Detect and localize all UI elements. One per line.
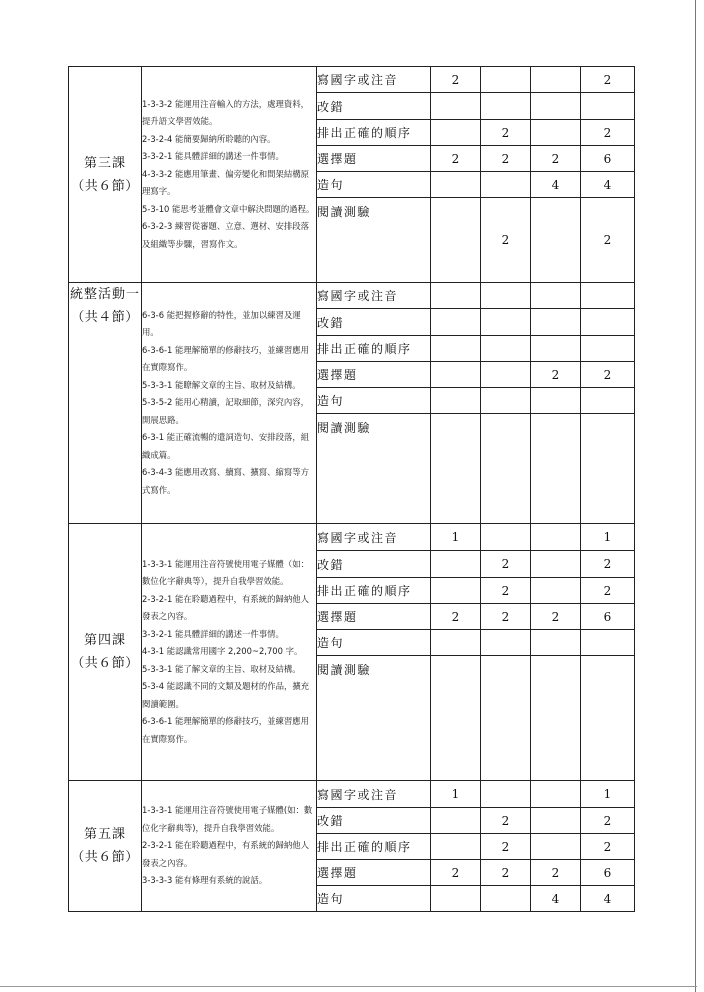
question-type: 排出正確的順序 (317, 834, 431, 860)
question-type: 造句 (317, 630, 431, 656)
objective-item: 3-3-2-1 能具體詳細的講述一件事情。 (142, 628, 284, 639)
lesson-cell (69, 524, 142, 781)
question-type: 選擇題 (317, 362, 431, 388)
objectives-cell (142, 781, 317, 912)
total-cell: 2 (581, 67, 635, 93)
score-cell (531, 120, 581, 146)
question-type: 改錯 (317, 93, 431, 120)
question-type: 寫國字或注音 (317, 781, 431, 808)
question-type: 寫國字或注音 (317, 67, 431, 93)
total-cell: 6 (581, 604, 635, 630)
question-type: 排出正確的順序 (317, 120, 431, 146)
score-cell (481, 67, 531, 93)
total-cell (581, 283, 635, 309)
question-type: 選擇題 (317, 604, 431, 630)
total-cell (581, 388, 635, 414)
table-row (69, 781, 635, 808)
score-cell: 1 (431, 781, 481, 808)
total-cell (581, 414, 635, 524)
score-cell: 2 (481, 578, 531, 604)
lesson-title: 統整活動一 (69, 287, 140, 302)
score-cell (431, 336, 481, 362)
question-type: 選擇題 (317, 146, 431, 172)
score-cell (431, 414, 481, 524)
score-cell (531, 630, 581, 656)
total-cell: 2 (581, 578, 635, 604)
score-cell (431, 834, 481, 860)
total-cell: 2 (581, 808, 635, 834)
objective-item: 6-3-6-1 能理解簡單的修辭技巧，並練習應用在實際寫作。 (142, 344, 310, 373)
question-type: 寫國字或注音 (317, 283, 431, 309)
question-type: 排出正確的順序 (317, 336, 431, 362)
score-cell: 2 (531, 860, 581, 886)
score-cell (531, 336, 581, 362)
score-cell: 1 (431, 524, 481, 551)
score-cell: 2 (531, 146, 581, 172)
score-cell (431, 578, 481, 604)
total-cell (581, 93, 635, 120)
score-cell (531, 414, 581, 524)
objective-item: 5-3-3-1 能了解文章的主旨、取材及結構。 (142, 663, 301, 674)
question-type: 排出正確的順序 (317, 578, 431, 604)
score-cell (481, 656, 531, 781)
total-cell: 1 (581, 524, 635, 551)
question-type: 閱讀測驗 (317, 198, 431, 283)
question-type: 閱讀測驗 (317, 656, 431, 781)
question-type: 造句 (317, 172, 431, 198)
score-cell: 2 (481, 604, 531, 630)
table-row (69, 524, 635, 551)
score-cell (431, 808, 481, 834)
total-cell: 2 (581, 834, 635, 860)
score-cell (481, 93, 531, 120)
total-cell: 4 (581, 886, 635, 912)
total-cell: 2 (581, 551, 635, 578)
score-cell: 4 (531, 172, 581, 198)
objective-item: 4-3-1 能認識常用國字 2,200~2,700 字。 (142, 646, 303, 657)
objective-item: 6-3-6-1 能理解簡單的修辭技巧，並練習應用在實際寫作。 (142, 716, 310, 744)
objective-item: 5-3-10 能思考並體會文章中解決問題的過程。 (142, 203, 315, 214)
score-cell: 2 (431, 67, 481, 93)
total-cell: 2 (581, 362, 635, 388)
lesson-count: （共４節） (71, 310, 139, 325)
total-cell: 2 (581, 120, 635, 146)
question-type: 改錯 (317, 551, 431, 578)
score-cell: 2 (481, 834, 531, 860)
score-cell (481, 524, 531, 551)
score-cell (531, 551, 581, 578)
score-cell (531, 93, 581, 120)
score-cell (431, 198, 481, 283)
score-cell (531, 578, 581, 604)
score-cell (531, 656, 581, 781)
page-edge-bottom (0, 986, 697, 987)
table-row (69, 67, 635, 93)
score-cell (481, 414, 531, 524)
score-cell (481, 309, 531, 336)
score-cell (481, 336, 531, 362)
objectives-cell (142, 283, 317, 524)
total-cell: 2 (581, 198, 635, 283)
assessment-table (68, 66, 635, 912)
score-cell (431, 362, 481, 388)
score-cell: 2 (481, 860, 531, 886)
score-cell (431, 93, 481, 120)
score-cell: 2 (481, 551, 531, 578)
score-cell (481, 283, 531, 309)
objective-item: 5-3-3-1 能瞭解文章的主旨、取材及結構。 (142, 379, 301, 390)
lesson-title: 第五課 (83, 827, 126, 842)
objective-item: 6-3-1 能正確流暢的遣詞造句、安排段落，組織成篇。 (142, 432, 310, 460)
objective-item: 6-3-2-3 練習從審題、立意、選材、安排段落及組織等步驟，習寫作文。 (142, 221, 310, 249)
objective-item: 5-3-5-2 能用心精讀，記取細節，深究內容，開展思路。 (142, 397, 310, 425)
lesson-cell (69, 781, 142, 912)
score-cell (431, 283, 481, 309)
total-cell: 1 (581, 781, 635, 808)
question-type: 選擇題 (317, 860, 431, 886)
score-cell: 2 (431, 860, 481, 886)
objective-item: 2-3-2-4 能簡要歸納所聆聽的內容。 (142, 133, 276, 144)
question-type: 改錯 (317, 808, 431, 834)
score-cell (531, 388, 581, 414)
score-cell: 2 (431, 146, 481, 172)
total-cell: 6 (581, 146, 635, 172)
score-cell (531, 198, 581, 283)
question-type: 造句 (317, 388, 431, 414)
objective-item: 4-3-3-2 能應用筆畫、偏旁變化和間架結構原理寫字。 (142, 168, 310, 197)
lesson-cell (69, 67, 142, 283)
score-cell (481, 630, 531, 656)
score-cell (531, 283, 581, 309)
score-cell: 4 (531, 886, 581, 912)
score-cell (481, 388, 531, 414)
total-cell: 6 (581, 860, 635, 886)
score-cell: 2 (481, 146, 531, 172)
score-cell (481, 781, 531, 808)
lesson-title: 第四課 (83, 633, 126, 648)
score-cell (481, 172, 531, 198)
score-cell (431, 886, 481, 912)
table-row (69, 283, 635, 309)
objective-item: 1-3-3-1 能運用注音符號使用電子媒體(如：數位化字辭典等)，提升自我學習效能。 (142, 805, 313, 833)
objective-item: 1-3-3-1 能運用注音符號使用電子媒體（如：數位化字辭典等），提升自我學習效能。 (142, 558, 310, 587)
total-cell: 4 (581, 172, 635, 198)
score-cell (431, 120, 481, 146)
lesson-cell (69, 283, 142, 524)
score-cell (431, 551, 481, 578)
objective-item: 1-3-3-2 能運用注音輸入的方法，處理資料，提升語文學習效能。 (142, 98, 310, 127)
score-cell (531, 808, 581, 834)
question-type: 寫國字或注音 (317, 524, 431, 551)
score-cell (431, 388, 481, 414)
score-cell (431, 309, 481, 336)
objectives-cell (142, 67, 317, 283)
score-cell (531, 781, 581, 808)
score-cell: 2 (531, 604, 581, 630)
objective-item: 2-3-2-1 能在聆聽過程中，有系統的歸納他人發表之內容。 (142, 593, 310, 622)
score-cell (431, 630, 481, 656)
total-cell (581, 309, 635, 336)
lesson-count: （共６節） (71, 178, 139, 194)
score-cell (431, 656, 481, 781)
question-type: 造句 (317, 886, 431, 912)
score-cell (531, 834, 581, 860)
score-cell: 2 (431, 604, 481, 630)
score-cell (531, 67, 581, 93)
objective-item: 3-3-2-1 能具體詳細的講述一件事情。 (142, 151, 284, 162)
score-cell: 2 (531, 362, 581, 388)
score-cell (431, 172, 481, 198)
lesson-title: 第三課 (83, 155, 126, 171)
total-cell (581, 336, 635, 362)
lesson-count: （共６節） (71, 850, 139, 865)
total-cell (581, 630, 635, 656)
score-cell (531, 524, 581, 551)
lesson-count: （共６節） (71, 656, 139, 671)
score-cell (481, 886, 531, 912)
objective-item: 6-3-6 能把握修辭的特性，並加以練習及運用。 (142, 309, 301, 338)
score-cell: 2 (481, 808, 531, 834)
objective-item: 5-3-4 能認識不同的文類及題材的作品，擴充閱讀範圍。 (142, 681, 310, 709)
objective-item: 6-3-4-3 能應用改寫、續寫、擴寫、縮寫等方式寫作。 (142, 467, 310, 495)
score-cell (531, 309, 581, 336)
score-cell: 2 (481, 198, 531, 283)
objectives-cell (142, 524, 317, 781)
score-cell: 2 (481, 120, 531, 146)
total-cell (581, 656, 635, 781)
question-type: 閱讀測驗 (317, 414, 431, 524)
page-edge (695, 0, 696, 992)
question-type: 改錯 (317, 309, 431, 336)
objective-item: 3-3-3-3 能有條理有系統的說話。 (142, 875, 268, 886)
score-cell (481, 362, 531, 388)
objective-item: 2-3-2-1 能在聆聽過程中，有系統的歸納他人發表之內容。 (142, 840, 310, 868)
